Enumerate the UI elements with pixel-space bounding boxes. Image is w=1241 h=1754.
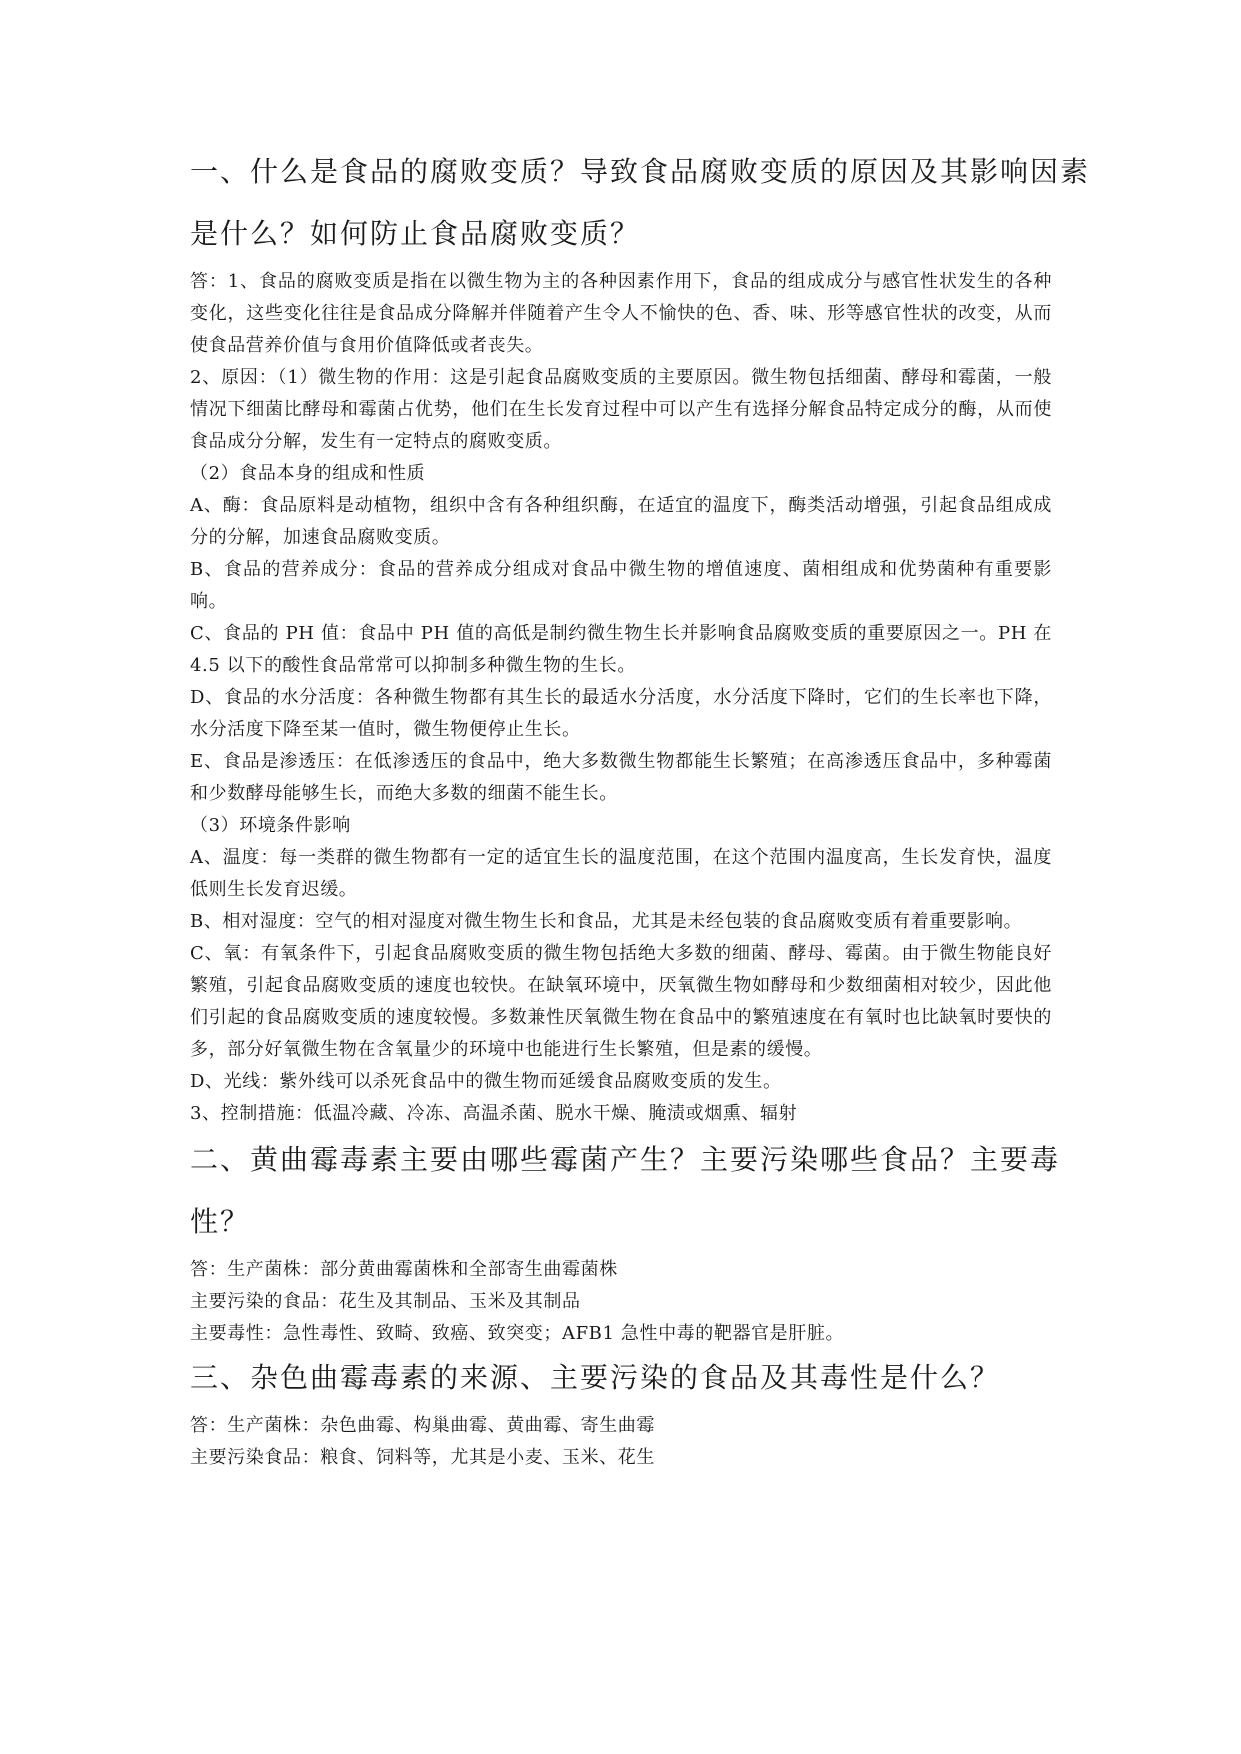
document-page (190, 150, 1091, 1474)
paragraph: C、氧：有氧条件下，引起食品腐败变质的微生物包括绝大多数的细菌、酵母、霉菌。由于微生物能良好繁殖，引起食品腐败变质的速度也较快。在缺氧环境中，厌氧微生物如酵母和少数细菌相对较少，因此他们引起的食品腐败变质的速度较慢。多数兼性厌氧微生物在食品中的繁殖速度在有氧时也比缺氧时要快的多，部分好氧微生物在含氧量少的环境中也能进行生长繁殖，但是素的缓慢。 (190, 943, 1052, 1060)
heading-line: 三、杂色曲霉毒素的来源、主要污染的食品及其毒性是什么？ (190, 1361, 1001, 1394)
section-3-heading (190, 1356, 1052, 1400)
paragraph: 主要毒性：急性毒性、致畸、致癌、致突变；AFB1 急性中毒的靶器官是肝脏。 (190, 1323, 845, 1344)
section-3 (190, 1356, 1052, 1474)
section-1-heading (190, 150, 1091, 256)
paragraph: D、食品的水分活度：各种微生物都有其生长的最适水分活度，水分活度下降时，它们的生长率也下降，水分活度下降至某一值时，微生物便停止生长。 (190, 687, 1052, 740)
paragraph: 答：1、食品的腐败变质是指在以微生物为主的各种因素作用下，食品的组成成分与感官性状发生的各种变化，这些变化往往是食品成分降解并伴随着产生令人不愉快的色、香、味、形等感官性状的改变，从而使食品营养价值与食用价值降低或者丧失。 (190, 271, 1052, 356)
paragraph: 主要污染食品：粮食、饲料等，尤其是小麦、玉米、花生 (190, 1447, 655, 1468)
section-1 (190, 150, 1091, 1130)
heading-line: 性？ (190, 1205, 251, 1238)
section-2 (190, 1138, 1061, 1350)
paragraph: A、酶：食品原料是动植物，组织中含有各种组织酶，在适宜的温度下，酶类活动增强，引起食品组成成分的分解，加速食品腐败变质。 (190, 495, 1052, 548)
paragraph: E、食品是渗透压：在低渗透压的食品中，绝大多数微生物都能生长繁殖；在高渗透压食品中，多种霉菌和少数酵母能够生长，而绝大多数的细菌不能生长。 (190, 751, 1052, 804)
section-2-heading (190, 1138, 1061, 1244)
paragraph: B、食品的营养成分：食品的营养成分组成对食品中微生物的增值速度、菌相组成和优势菌种有重要影响。 (190, 559, 1052, 612)
paragraph: （3）环境条件影响 (190, 815, 351, 836)
paragraph: 答：生产菌株：部分黄曲霉菌株和全部寄生曲霉菌株 (190, 1259, 618, 1280)
paragraph: 2、原因：（1）微生物的作用：这是引起食品腐败变质的主要原因。微生物包括细菌、酵母和霉菌，一般情况下细菌比酵母和霉菌占优势，他们在生长发育过程中可以产生有选择分解食品特定成分的酶，从而使食品成分分解，发生有一定特点的腐败变质。 (190, 367, 1052, 452)
paragraph: C、食品的 PH 值：食品中 PH 值的高低是制约微生物生长并影响食品腐败变质的重要原因之一。PH 在 4.5 以下的酸性食品常常可以抑制多种微生物的生长。 (190, 623, 1052, 676)
paragraph: 主要污染的食品：花生及其制品、玉米及其制品 (190, 1291, 581, 1312)
paragraph: （2）食品本身的组成和性质 (190, 463, 426, 484)
paragraph: 3、控制措施：低温冷藏、冷冻、高温杀菌、脱水干燥、腌渍或烟熏、辐射 (190, 1103, 798, 1124)
paragraph: 答：生产菌株：杂色曲霉、构巢曲霉、黄曲霉、寄生曲霉 (190, 1415, 655, 1436)
paragraph: A、温度：每一类群的微生物都有一定的适宜生长的温度范围，在这个范围内温度高，生长发育快，温度低则生长发育迟缓。 (190, 847, 1052, 900)
heading-line: 二、黄曲霉毒素主要由哪些霉菌产生？主要污染哪些食品？主要毒 (190, 1143, 1061, 1176)
paragraph: D、光线：紫外线可以杀死食品中的微生物而延缓食品腐败变质的发生。 (190, 1071, 782, 1092)
heading-line: 一、什么是食品的腐败变质？导致食品腐败变质的原因及其影响因素 (190, 155, 1091, 188)
paragraph: B、相对湿度：空气的相对湿度对微生物生长和食品，尤其是未经包装的食品腐败变质有着重要影响。 (190, 911, 1023, 932)
heading-line: 是什么？如何防止食品腐败变质？ (190, 217, 641, 250)
